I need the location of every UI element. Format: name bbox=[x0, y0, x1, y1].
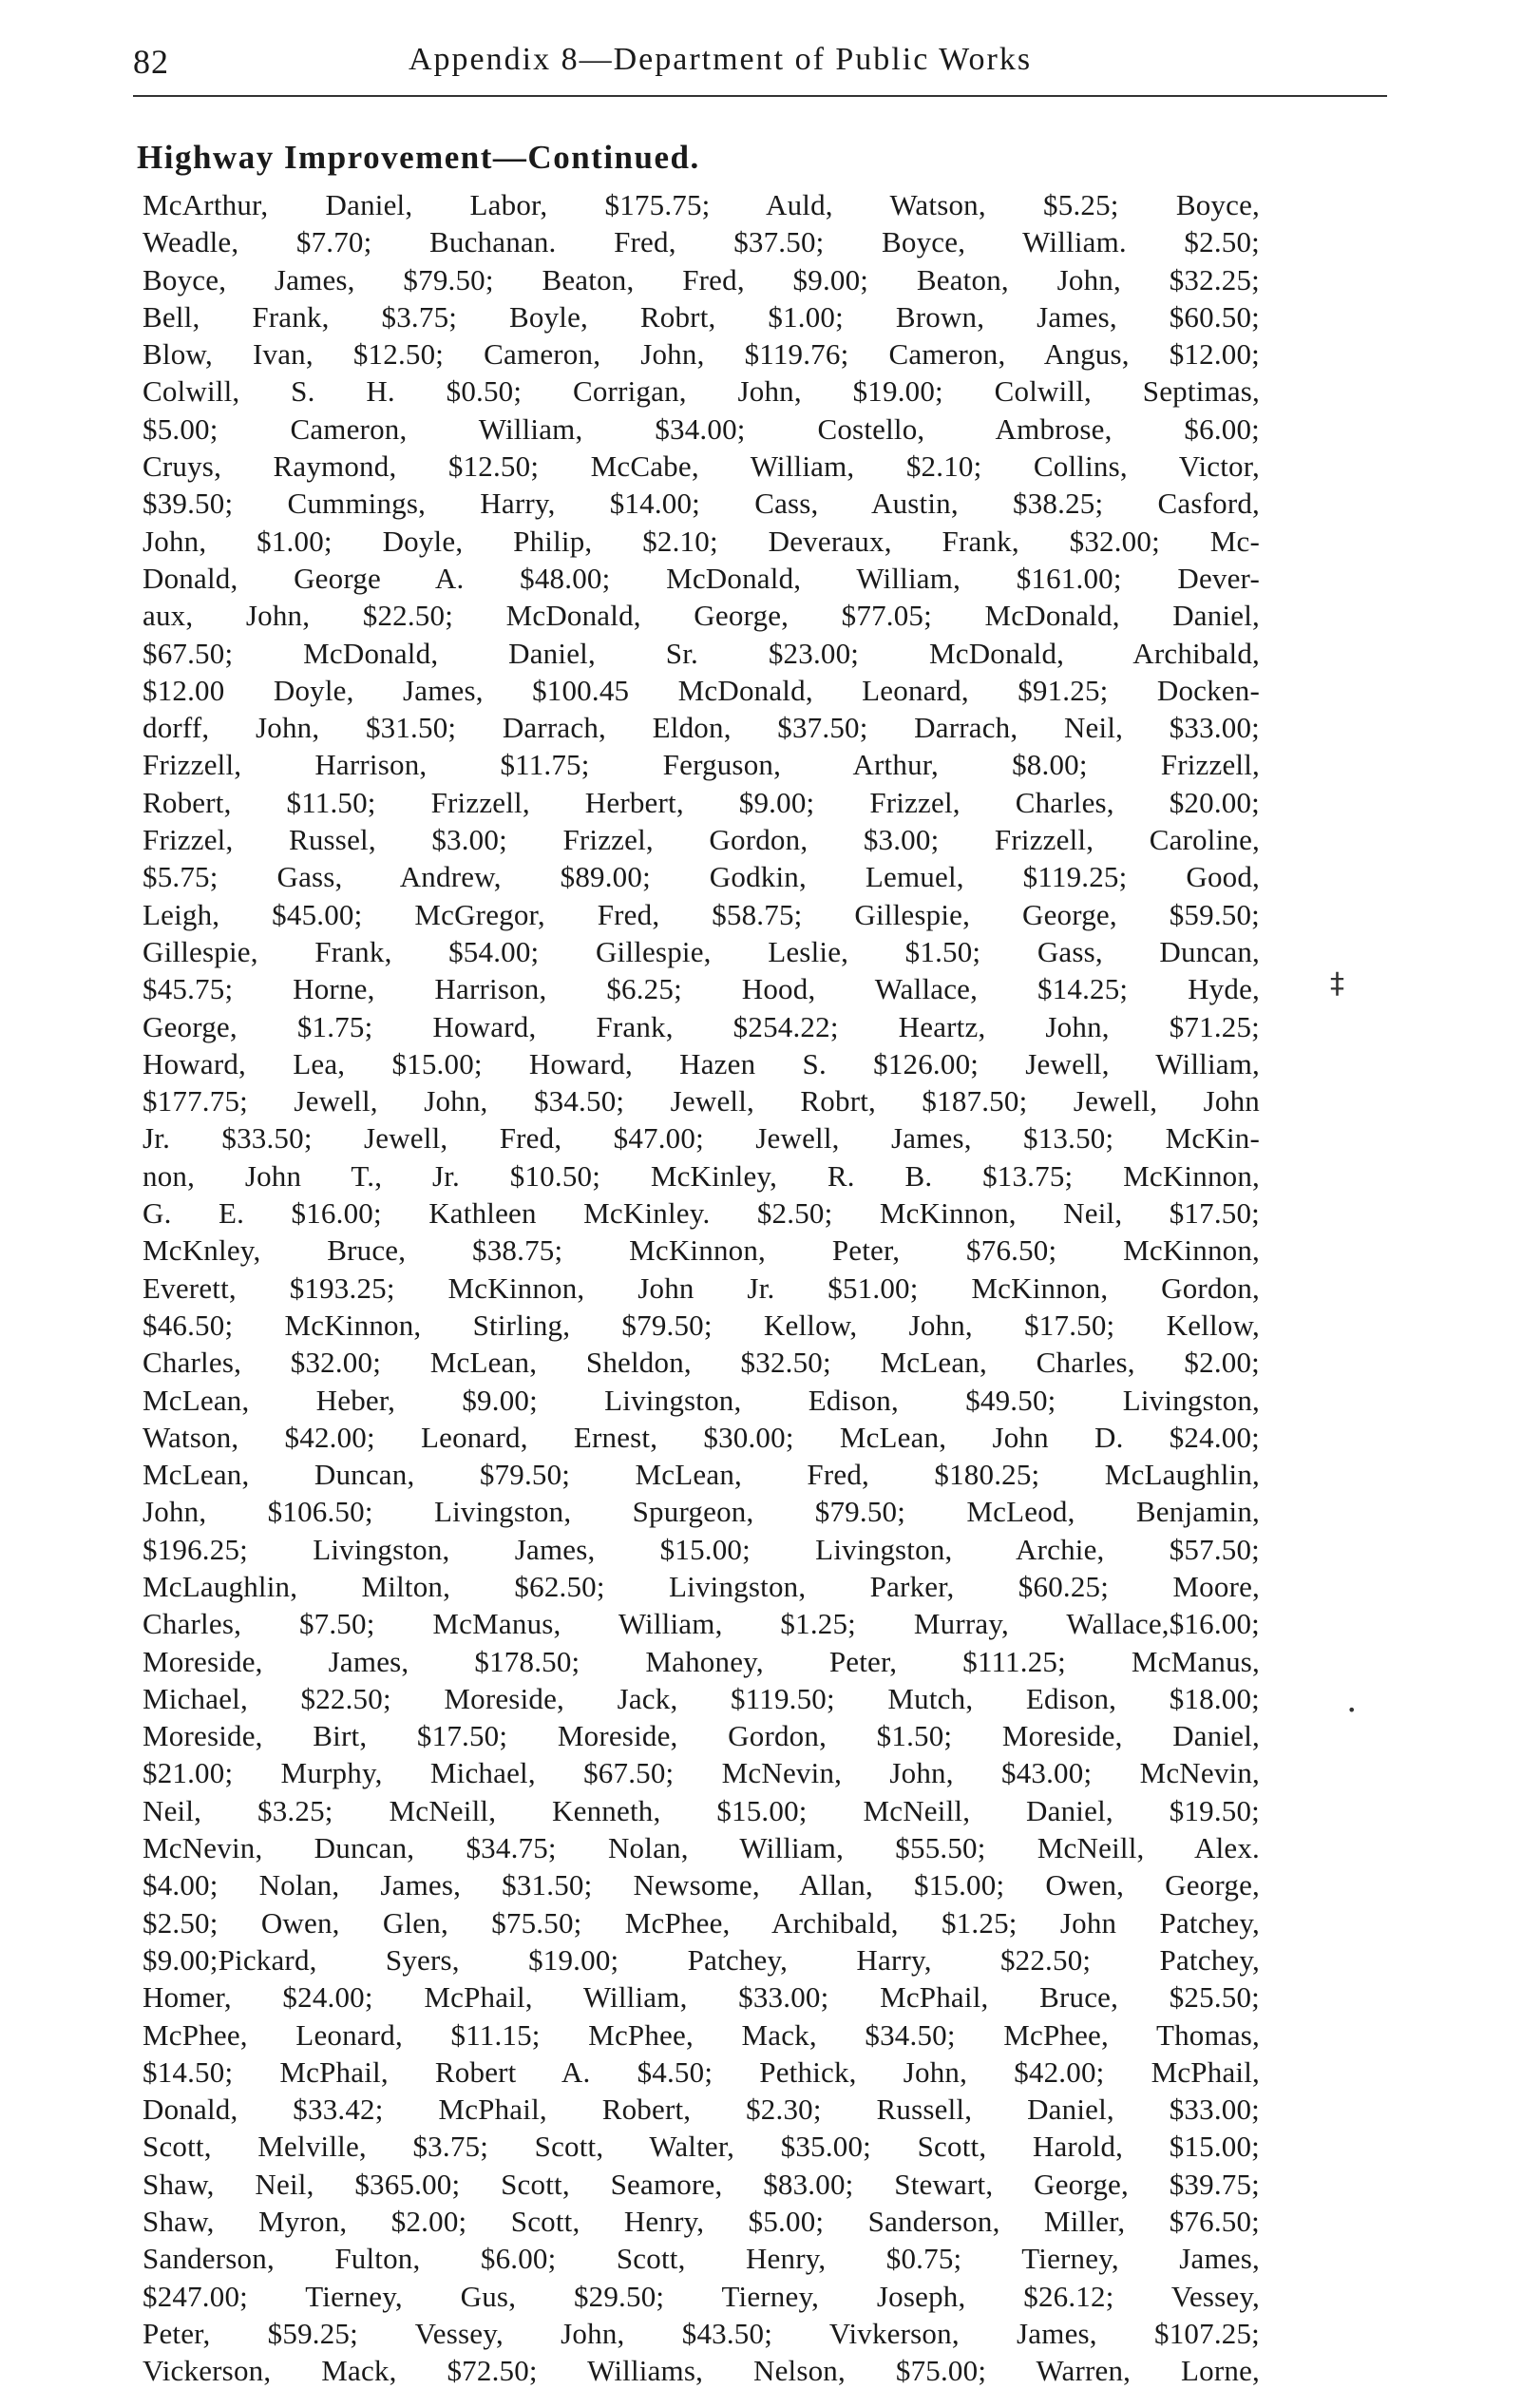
text-line: $12.00 Doyle, James, $100.45 McDonald, Leonard, $91.25; Docken- bbox=[143, 673, 1260, 707]
page-header bbox=[133, 42, 1387, 95]
text-line: McLean, Duncan, $79.50; McLean, Fred, $180.25; McLaughlin, bbox=[143, 1458, 1260, 1492]
text-line: $21.00; Murphy, Michael, $67.50; McNevin, John, $43.00; McNevin, bbox=[143, 1756, 1260, 1790]
text-line: $46.50; McKinnon, Stirling, $79.50; Kellow, John, $17.50; Kellow, bbox=[143, 1308, 1260, 1342]
text-line: Shaw, Neil, $365.00; Scott, Seamore, $83.00; Stewart, George, $39.75; bbox=[143, 2167, 1260, 2201]
text-line: Robert, $11.50; Frizzell, Herbert, $9.00; Frizzel, Charles, $20.00; bbox=[143, 785, 1260, 819]
text-line: Charles, $7.50; McManus, William, $1.25; Murray, Wallace,$16.00; bbox=[143, 1607, 1260, 1641]
text-line: Leigh, $45.00; McGregor, Fred, $58.75; Gillespie, George, $59.50; bbox=[143, 897, 1260, 931]
body-text bbox=[143, 186, 1260, 2390]
text-line: $14.50; McPhail, Robert A. $4.50; Pethick, John, $42.00; McPhail, bbox=[143, 2054, 1260, 2089]
text-line: $4.00; Nolan, James, $31.50; Newsome, Allan, $15.00; Owen, George, bbox=[143, 1868, 1260, 1902]
text-line: Charles, $32.00; McLean, Sheldon, $32.50; McLean, Charles, $2.00; bbox=[143, 1346, 1260, 1380]
text-line: McNevin, Duncan, $34.75; Nolan, William, $55.50; McNeill, Alex. bbox=[143, 1831, 1260, 1865]
text-line: Moreside, Birt, $17.50; Moreside, Gordon, $1.50; Moreside, Daniel, bbox=[143, 1719, 1260, 1753]
text-line: Boyce, James, $79.50; Beaton, Fred, $9.00; Beaton, John, $32.25; bbox=[143, 262, 1260, 296]
text-line: Cruys, Raymond, $12.50; McCabe, William, $2.10; Collins, Victor, bbox=[143, 449, 1260, 484]
text-line: Frizzel, Russel, $3.00; Frizzel, Gordon, $3.00; Frizzell, Caroline, bbox=[143, 823, 1260, 857]
text-line: Blow, Ivan, $12.50; Cameron, John, $119.76; Cameron, Angus, $12.00; bbox=[143, 337, 1260, 372]
text-line: $9.00;Pickard, Syers, $19.00; Patchey, Harry, $22.50; Patchey, bbox=[143, 1942, 1260, 1977]
text-line: Scott, Melville, $3.75; Scott, Walter, $35.00; Scott, Harold, $15.00; bbox=[143, 2130, 1260, 2164]
text-line: $5.75; Gass, Andrew, $89.00; Godkin, Lemuel, $119.25; Good, bbox=[143, 860, 1260, 894]
text-line: Jr. $33.50; Jewell, Fred, $47.00; Jewell, James, $13.50; McKin- bbox=[143, 1121, 1260, 1156]
text-line: dorff, John, $31.50; Darrach, Eldon, $37.50; Darrach, Neil, $33.00; bbox=[143, 711, 1260, 745]
text-line: McPhee, Leonard, $11.15; McPhee, Mack, $34.50; McPhee, Thomas, bbox=[143, 2017, 1260, 2052]
text-line: $247.00; Tierney, Gus, $29.50; Tierney, Joseph, $26.12; Vessey, bbox=[143, 2279, 1260, 2313]
margin-ink-mark: ‡ bbox=[1330, 967, 1344, 1001]
text-line: Gillespie, Frank, $54.00; Gillespie, Leslie, $1.50; Gass, Duncan, bbox=[143, 934, 1260, 968]
text-line: $2.50; Owen, Glen, $75.50; McPhee, Archibald, $1.25; John Patchey, bbox=[143, 1905, 1260, 1940]
text-line: McKnley, Bruce, $38.75; McKinnon, Peter, $76.50; McKinnon, bbox=[143, 1233, 1260, 1268]
text-line: Peter, $59.25; Vessey, John, $43.50; Vivkerson, James, $107.25; bbox=[143, 2316, 1260, 2350]
header-rule bbox=[133, 95, 1387, 97]
text-line: Howard, Lea, $15.00; Howard, Hazen S. $126.00; Jewell, William, bbox=[143, 1046, 1260, 1080]
text-line: Weadle, $7.70; Buchanan. Fred, $37.50; Boyce, William. $2.50; bbox=[143, 225, 1260, 259]
text-line: $196.25; Livingston, James, $15.00; Livingston, Archie, $57.50; bbox=[143, 1532, 1260, 1566]
text-line: Colwill, S. H. $0.50; Corrigan, John, $19.00; Colwill, Septimas, bbox=[143, 374, 1260, 409]
text-line: Bell, Frank, $3.75; Boyle, Robrt, $1.00; Brown, James, $60.50; bbox=[143, 299, 1260, 334]
text-line: John, $106.50; Livingston, Spurgeon, $79.50; McLeod, Benjamin, bbox=[143, 1495, 1260, 1529]
text-line: Donald, $33.42; McPhail, Robert, $2.30; Russell, Daniel, $33.00; bbox=[143, 2093, 1260, 2127]
text-line: Neil, $3.25; McNeill, Kenneth, $15.00; McNeill, Daniel, $19.50; bbox=[143, 1793, 1260, 1827]
margin-ink-dot: • bbox=[1347, 1701, 1357, 1719]
text-line: McArthur, Daniel, Labor, $175.75; Auld, Watson, $5.25; Boyce, bbox=[143, 188, 1260, 221]
text-line: Michael, $22.50; Moreside, Jack, $119.50; Mutch, Edison, $18.00; bbox=[143, 1681, 1260, 1715]
text-line: McLaughlin, Milton, $62.50; Livingston, Parker, $60.25; Moore, bbox=[143, 1569, 1260, 1603]
text-line: $67.50; McDonald, Daniel, Sr. $23.00; McDonald, Archibald, bbox=[143, 636, 1260, 670]
text-line: Watson, $42.00; Leonard, Ernest, $30.00; McLean, John D. $24.00; bbox=[143, 1420, 1260, 1454]
text-line: Donald, George A. $48.00; McDonald, William, $161.00; Dever- bbox=[143, 561, 1260, 595]
text-line: Moreside, James, $178.50; Mahoney, Peter, $111.25; McManus, bbox=[143, 1644, 1260, 1678]
text-line: Sanderson, Fulton, $6.00; Scott, Henry, $0.75; Tierney, James, bbox=[143, 2242, 1260, 2276]
text-line: George, $1.75; Howard, Frank, $254.22; Heartz, John, $71.25; bbox=[143, 1009, 1260, 1043]
text-line: $5.00; Cameron, William, $34.00; Costello, Ambrose, $6.00; bbox=[143, 411, 1260, 446]
text-line: Shaw, Myron, $2.00; Scott, Henry, $5.00; Sanderson, Miller, $76.50; bbox=[143, 2205, 1260, 2239]
text-line: aux, John, $22.50; McDonald, George, $77.05; McDonald, Daniel, bbox=[143, 599, 1260, 633]
text-line: $45.75; Horne, Harrison, $6.25; Hood, Wallace, $14.25; Hyde, bbox=[143, 972, 1260, 1006]
text-line: $177.75; Jewell, John, $34.50; Jewell, Robrt, $187.50; Jewell, John bbox=[143, 1084, 1260, 1118]
text-line: non, John T., Jr. $10.50; McKinley, R. B. $13.75; McKinnon, bbox=[143, 1158, 1260, 1193]
text-line: Frizzell, Harrison, $11.75; Ferguson, Arthur, $8.00; Frizzell, bbox=[143, 748, 1260, 782]
section-title: Highway Improvement—Continued. bbox=[137, 139, 700, 176]
text-line: Everett, $193.25; McKinnon, John Jr. $51.00; McKinnon, Gordon, bbox=[143, 1271, 1260, 1305]
text-line: McLean, Heber, $9.00; Livingston, Edison, $49.50; Livingston, bbox=[143, 1383, 1260, 1417]
text-line: G. E. $16.00; Kathleen McKinley. $2.50; McKinnon, Neil, $17.50; bbox=[143, 1196, 1260, 1231]
page-number: 82 bbox=[133, 43, 169, 81]
text-line: Vickerson, Mack, $72.50; Williams, Nelson, $75.00; Warren, Lorne, bbox=[143, 2354, 1260, 2388]
text-line: Homer, $24.00; McPhail, William, $33.00; McPhail, Bruce, $25.50; bbox=[143, 1980, 1260, 2015]
text-line: $39.50; Cummings, Harry, $14.00; Cass, Austin, $38.25; Casford, bbox=[143, 487, 1260, 521]
running-title: Appendix 8—Department of Public Works bbox=[409, 42, 1033, 77]
text-line: John, $1.00; Doyle, Philip, $2.10; Deveraux, Frank, $32.00; Mc- bbox=[143, 524, 1260, 558]
